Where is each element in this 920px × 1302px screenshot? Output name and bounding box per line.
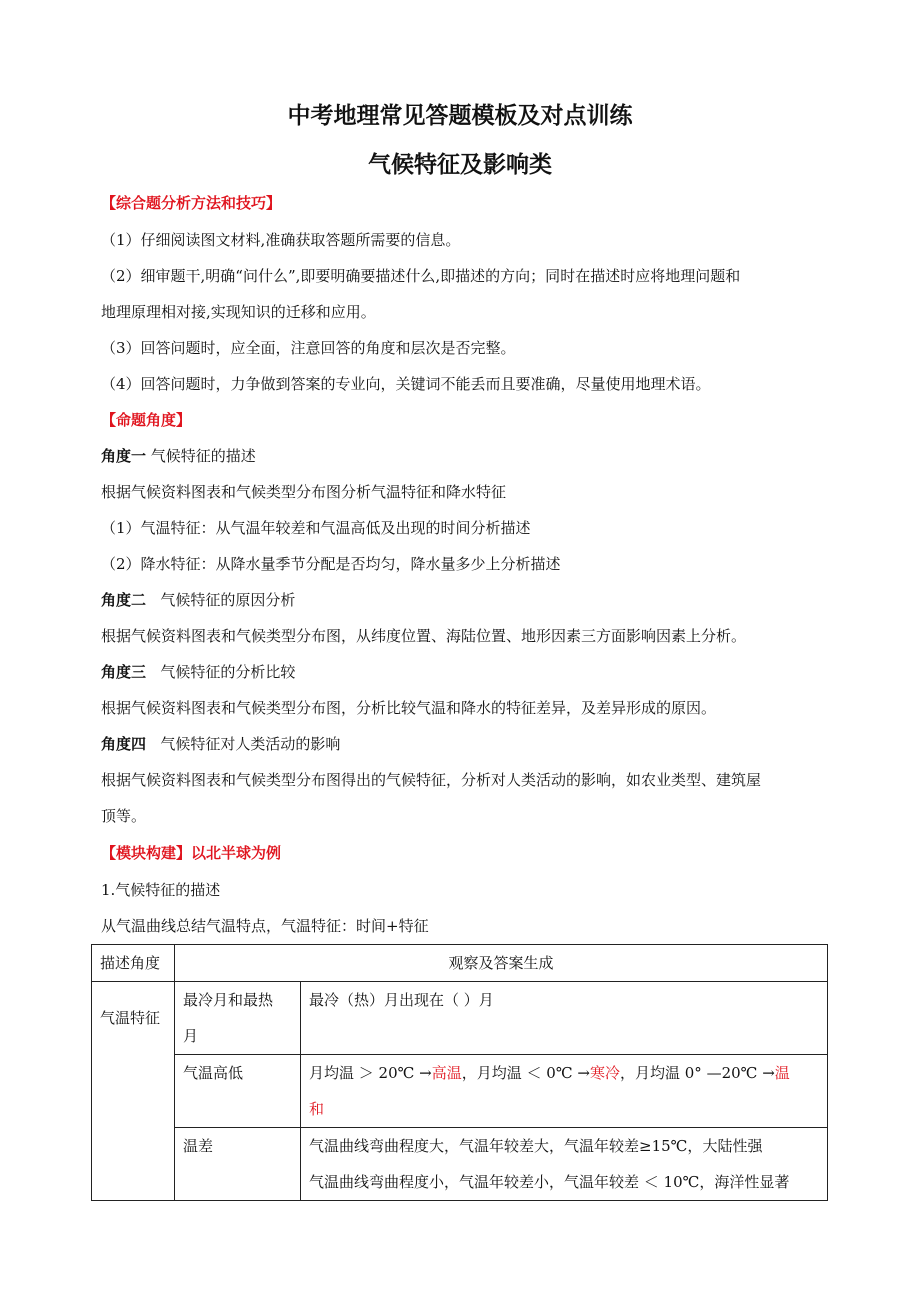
angle-1-lead: 角度一 <box>101 447 147 465</box>
angle-4-lead: 角度四 <box>101 735 147 753</box>
header-angle: 描述角度 <box>92 945 175 982</box>
header-observation: 观察及答案生成 <box>175 945 828 982</box>
temp-label-high: 高温 <box>431 1064 462 1082</box>
section-heading-module: 【模块构建】以北半球为例 <box>101 844 282 862</box>
module-item-1-desc: 从气温曲线总结气温特点，气温特征：时间+特征 <box>101 917 429 935</box>
angle-2-lead: 角度二 <box>101 591 147 609</box>
angle-3-heading <box>101 662 295 682</box>
angle-4-desc: 根据气候资料图表和气候类型分布图得出的气候特征，分析对人类活动的影响，如农业类型、建筑屋 <box>101 771 762 789</box>
angle-4-title: 气候特征对人类活动的影响 <box>146 735 341 753</box>
row-group-temperature: 气温特征 <box>92 982 175 1201</box>
method-item-2: （2）细审题干,明确“问什么”,即要明确要描述什么,即描述的方向；同时在描述时应将地理问题和 <box>101 267 741 285</box>
angle-2-desc: 根据气候资料图表和气候类型分布图，从纬度位置、海陆位置、地形因素三方面影响因素上分析。 <box>101 627 747 645</box>
table-header-row <box>92 945 828 982</box>
temp-label-mild-b: 和 <box>309 1100 325 1118</box>
method-item-2-cont: 地理原理相对接,实现知识的迁移和应用。 <box>101 303 376 321</box>
row-label-line: 最冷月和最热 <box>183 991 274 1009</box>
method-item-1: （1）仔细阅读图文材料,准确获取答题所需要的信息。 <box>101 231 461 249</box>
angle-1-point-1: （1）气温特征：从气温年较差和气温高低及出现的时间分析描述 <box>101 519 531 537</box>
document-subtitle: 气候特征及影响类 <box>368 152 552 178</box>
temp-label-cold: 寒冷 <box>589 1064 620 1082</box>
angle-3-lead: 角度三 <box>101 663 147 681</box>
angle-3-desc: 根据气候资料图表和气候类型分布图，分析比较气温和降水的特征差异，及差异形成的原因。 <box>101 699 717 717</box>
section-heading-methods: 【综合题分析方法和技巧】 <box>101 194 282 212</box>
temp-rule-1: 月均温 ＞ 20℃ → <box>309 1064 432 1082</box>
row-text-range <box>301 1128 828 1201</box>
angle-1-desc: 根据气候资料图表和气候类型分布图分析气温特征和降水特征 <box>101 483 507 501</box>
angle-1-heading <box>101 446 256 466</box>
section-heading-angles: 【命题角度】 <box>101 411 192 429</box>
angle-1-title: 气候特征的描述 <box>146 447 256 465</box>
table-row <box>92 1128 828 1201</box>
row-label-line: 月 <box>183 1027 199 1045</box>
row-label-range: 温差 <box>175 1128 301 1201</box>
angle-2-title: 气候特征的原因分析 <box>146 591 296 609</box>
angle-3-title: 气候特征的分析比较 <box>146 663 296 681</box>
range-line-maritime: 气温曲线弯曲程度小，气温年较差小，气温年较差 ＜ 10℃，海洋性显著 <box>309 1173 790 1191</box>
temp-rule-3: ，月均温 0° —20℃ → <box>619 1064 775 1082</box>
row-label-coldest-hottest <box>175 982 301 1055</box>
row-label-temperature-level: 气温高低 <box>175 1055 301 1128</box>
climate-description-table <box>91 944 828 1201</box>
temp-label-mild-a: 温 <box>774 1064 790 1082</box>
table-row <box>92 1055 828 1128</box>
row-text-temperature-level <box>301 1055 828 1128</box>
row-text-coldest-hottest: 最冷（热）月出现在（ ）月 <box>301 982 828 1055</box>
method-item-3: （3）回答问题时，应全面，注意回答的角度和层次是否完整。 <box>101 339 516 357</box>
angle-2-heading <box>101 590 295 610</box>
angle-4-desc-cont: 顶等。 <box>101 807 147 825</box>
temp-rule-2: ，月均温 ＜ 0℃ → <box>461 1064 590 1082</box>
angle-1-point-2: （2）降水特征：从降水量季节分配是否均匀，降水量多少上分析描述 <box>101 555 561 573</box>
module-item-1: 1.气候特征的描述 <box>101 881 221 899</box>
table-row <box>92 982 828 1055</box>
method-item-4: （4）回答问题时，力争做到答案的专业向，关键词不能丢而且要准确，尽量使用地理术语。 <box>101 375 711 393</box>
range-line-continental: 气温曲线弯曲程度大，气温年较差大，气温年较差≥15℃，大陆性强 <box>309 1137 763 1155</box>
document-title: 中考地理常见答题模板及对点训练 <box>287 103 633 129</box>
angle-4-heading <box>101 734 340 754</box>
